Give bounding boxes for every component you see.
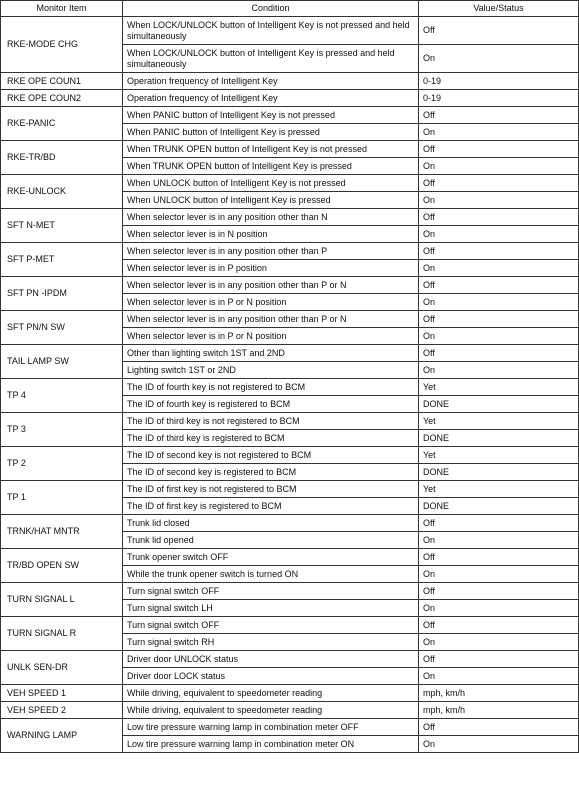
monitor-item-cell: SFT PN/N SW [1, 311, 123, 345]
value-status-cell: On [419, 566, 579, 583]
condition-cell: When PANIC button of Intelligent Key is pressed [123, 124, 419, 141]
value-status-cell: Off [419, 17, 579, 45]
table-row [1, 345, 579, 362]
value-status-cell: On [419, 634, 579, 651]
value-status-cell: Off [419, 583, 579, 600]
condition-cell: When selector lever is in P position [123, 260, 419, 277]
header-value-status: Value/Status [419, 1, 579, 17]
condition-cell: Trunk lid opened [123, 532, 419, 549]
condition-cell: The ID of fourth key is not registered to BCM [123, 379, 419, 396]
header-condition: Condition [123, 1, 419, 17]
value-status-cell: Yet [419, 447, 579, 464]
table-row [1, 73, 579, 90]
value-status-cell: Off [419, 107, 579, 124]
condition-cell: The ID of second key is not registered to BCM [123, 447, 419, 464]
condition-cell: Turn signal switch RH [123, 634, 419, 651]
condition-cell: When TRUNK OPEN button of Intelligent Key is pressed [123, 158, 419, 175]
value-status-cell: mph, km/h [419, 702, 579, 719]
table-row [1, 141, 579, 158]
table-row [1, 617, 579, 634]
monitor-item-cell: SFT PN -IPDM [1, 277, 123, 311]
value-status-cell: Off [419, 651, 579, 668]
monitor-item-cell: UNLK SEN-DR [1, 651, 123, 685]
condition-cell: When UNLOCK button of Intelligent Key is not pressed [123, 175, 419, 192]
condition-cell: When selector lever is in P or N position [123, 328, 419, 345]
value-status-cell: Off [419, 617, 579, 634]
value-status-cell: 0-19 [419, 90, 579, 107]
monitor-item-cell: RKE-UNLOCK [1, 175, 123, 209]
condition-cell: When TRUNK OPEN button of Intelligent Key is not pressed [123, 141, 419, 158]
value-status-cell: Off [419, 209, 579, 226]
value-status-cell: Off [419, 549, 579, 566]
table-row [1, 90, 579, 107]
table-row [1, 447, 579, 464]
condition-cell: Low tire pressure warning lamp in combination meter OFF [123, 719, 419, 736]
table-row [1, 107, 579, 124]
monitor-item-cell: SFT P-MET [1, 243, 123, 277]
condition-cell: Driver door LOCK status [123, 668, 419, 685]
value-status-cell: Off [419, 311, 579, 328]
monitor-item-cell: RKE OPE COUN2 [1, 90, 123, 107]
condition-cell: When selector lever is in any position other than N [123, 209, 419, 226]
condition-cell: The ID of third key is not registered to BCM [123, 413, 419, 430]
table-row [1, 413, 579, 430]
monitor-item-cell: TP 2 [1, 447, 123, 481]
monitor-item-cell: RKE-PANIC [1, 107, 123, 141]
value-status-cell: Yet [419, 413, 579, 430]
condition-cell: While driving, equivalent to speedometer reading [123, 702, 419, 719]
header-row [1, 1, 579, 17]
value-status-cell: mph, km/h [419, 685, 579, 702]
table-row [1, 379, 579, 396]
condition-cell: When selector lever is in any position other than P or N [123, 311, 419, 328]
condition-cell: Low tire pressure warning lamp in combination meter ON [123, 736, 419, 753]
table-row [1, 175, 579, 192]
value-status-cell: Off [419, 175, 579, 192]
monitor-item-cell: TP 4 [1, 379, 123, 413]
condition-cell: Lighting switch 1ST or 2ND [123, 362, 419, 379]
table-row [1, 515, 579, 532]
value-status-cell: Off [419, 243, 579, 260]
monitor-item-cell: TP 1 [1, 481, 123, 515]
header-monitor-item: Monitor Item [1, 1, 123, 17]
condition-cell: When selector lever is in any position other than P or N [123, 277, 419, 294]
value-status-cell: Off [419, 345, 579, 362]
value-status-cell: On [419, 192, 579, 209]
value-status-cell: Off [419, 719, 579, 736]
value-status-cell: Off [419, 277, 579, 294]
value-status-cell: DONE [419, 498, 579, 515]
monitor-item-cell: RKE OPE COUN1 [1, 73, 123, 90]
condition-cell: The ID of third key is registered to BCM [123, 430, 419, 447]
monitor-item-cell: TR/BD OPEN SW [1, 549, 123, 583]
monitor-item-cell: WARNING LAMP [1, 719, 123, 753]
condition-cell: Other than lighting switch 1ST and 2ND [123, 345, 419, 362]
monitor-item-cell: RKE-MODE CHG [1, 17, 123, 73]
table-row [1, 702, 579, 719]
condition-cell: Driver door UNLOCK status [123, 651, 419, 668]
condition-cell: Turn signal switch LH [123, 600, 419, 617]
condition-cell: While driving, equivalent to speedometer reading [123, 685, 419, 702]
value-status-cell: On [419, 328, 579, 345]
table-body [1, 17, 579, 753]
condition-cell: When UNLOCK button of Intelligent Key is pressed [123, 192, 419, 209]
value-status-cell: DONE [419, 430, 579, 447]
condition-cell: The ID of first key is registered to BCM [123, 498, 419, 515]
table-row [1, 549, 579, 566]
monitor-item-cell: VEH SPEED 1 [1, 685, 123, 702]
table-row [1, 17, 579, 45]
value-status-cell: Off [419, 515, 579, 532]
value-status-cell: DONE [419, 464, 579, 481]
table-row [1, 209, 579, 226]
value-status-cell: 0-19 [419, 73, 579, 90]
value-status-cell: On [419, 668, 579, 685]
table-row [1, 481, 579, 498]
value-status-cell: On [419, 294, 579, 311]
condition-cell: Operation frequency of Intelligent Key [123, 90, 419, 107]
condition-cell: When selector lever is in P or N position [123, 294, 419, 311]
condition-cell: Trunk opener switch OFF [123, 549, 419, 566]
monitor-item-cell: TAIL LAMP SW [1, 345, 123, 379]
condition-cell: When LOCK/UNLOCK button of Intelligent Key is pressed and held simultaneously [123, 45, 419, 73]
monitor-item-cell: VEH SPEED 2 [1, 702, 123, 719]
condition-cell: Operation frequency of Intelligent Key [123, 73, 419, 90]
value-status-cell: On [419, 124, 579, 141]
value-status-cell: On [419, 600, 579, 617]
condition-cell: The ID of fourth key is registered to BCM [123, 396, 419, 413]
table-row [1, 311, 579, 328]
condition-cell: While the trunk opener switch is turned ON [123, 566, 419, 583]
monitor-item-cell: TP 3 [1, 413, 123, 447]
table-row [1, 243, 579, 260]
value-status-cell: On [419, 158, 579, 175]
monitor-item-cell: TURN SIGNAL L [1, 583, 123, 617]
monitor-item-cell: TRNK/HAT MNTR [1, 515, 123, 549]
condition-cell: The ID of first key is not registered to BCM [123, 481, 419, 498]
value-status-cell: On [419, 532, 579, 549]
monitor-item-cell: RKE-TR/BD [1, 141, 123, 175]
table-row [1, 583, 579, 600]
value-status-cell: Off [419, 141, 579, 158]
value-status-cell: On [419, 736, 579, 753]
condition-cell: The ID of second key is registered to BCM [123, 464, 419, 481]
table-row [1, 651, 579, 668]
table-row [1, 277, 579, 294]
value-status-cell: On [419, 45, 579, 73]
table-row [1, 719, 579, 736]
condition-cell: Turn signal switch OFF [123, 617, 419, 634]
monitor-item-cell: SFT N-MET [1, 209, 123, 243]
condition-cell: When selector lever is in N position [123, 226, 419, 243]
condition-cell: Turn signal switch OFF [123, 583, 419, 600]
condition-cell: When selector lever is in any position other than P [123, 243, 419, 260]
value-status-cell: On [419, 362, 579, 379]
condition-cell: When LOCK/UNLOCK button of Intelligent Key is not pressed and held simultaneously [123, 17, 419, 45]
monitor-item-cell: TURN SIGNAL R [1, 617, 123, 651]
value-status-cell: On [419, 226, 579, 243]
value-status-cell: Yet [419, 481, 579, 498]
table-row [1, 685, 579, 702]
value-status-cell: Yet [419, 379, 579, 396]
value-status-cell: On [419, 260, 579, 277]
value-status-cell: DONE [419, 396, 579, 413]
condition-cell: When PANIC button of Intelligent Key is not pressed [123, 107, 419, 124]
condition-cell: Trunk lid closed [123, 515, 419, 532]
